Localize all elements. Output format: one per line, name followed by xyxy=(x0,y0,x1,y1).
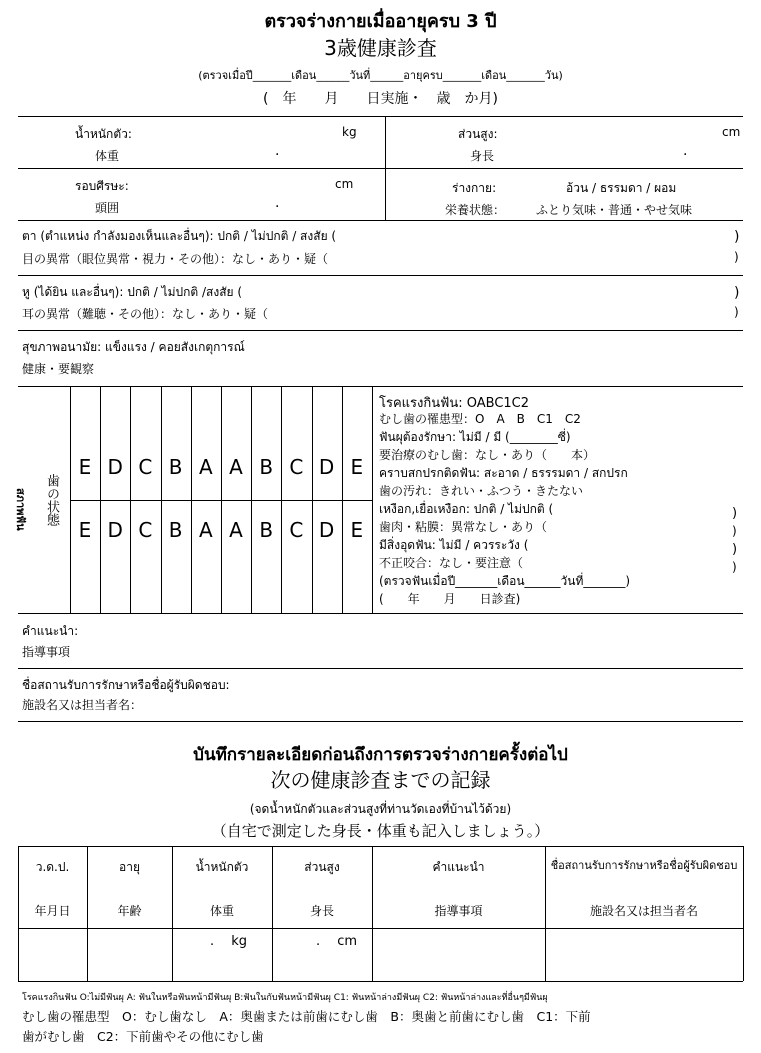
height-unit: cm xyxy=(722,125,741,139)
facility-thai: ชื่อสถานรับการรักษาหรือชื่อผู้รับผิดชอบ: xyxy=(22,678,230,692)
gum-close: ) xyxy=(732,506,738,521)
exam-date-thai: (ตรวจเมื่อปี_______เดือน______วันที่______อายุครบ_______เดือน_______วัน) xyxy=(198,69,563,82)
column-header-jp: 年齢 xyxy=(117,904,142,918)
tooth-note: โรคแรงกินฟัน: OABC1C2 xyxy=(379,396,530,411)
record-title-thai: บันทึกรายละเอียดก่อนถึงการตรวจร่างกายครั้งต่อไป xyxy=(193,745,568,765)
tooth-divider xyxy=(130,386,131,613)
tooth-divider xyxy=(100,386,101,613)
column-header-thai: ว.ด.ป. xyxy=(35,860,70,874)
record-sub-thai: (จดน้ำหนักตัวและส่วนสูงที่ท่านวัดเองที่บ้านไว้ด้วย) xyxy=(249,802,512,816)
filling-close-jp: ) xyxy=(732,560,737,574)
tooth-upper-8[interactable]: C xyxy=(289,455,304,479)
divider xyxy=(18,386,743,387)
divider xyxy=(18,330,743,331)
footnote-japanese-1: むし歯の罹患型 O：むし歯なし A：奥歯または前歯にむし歯 B：奥歯と前歯にむし歯 C1：下前 xyxy=(22,1009,591,1024)
tooth-divider xyxy=(161,386,162,613)
height-label-jp: 身長 xyxy=(470,149,495,163)
column-header-thai: ชื่อสถานรับการรักษาหรือชื่อผู้รับผิดชอบ xyxy=(550,859,738,872)
build-label: ร่างกาย: xyxy=(452,181,497,195)
divider xyxy=(18,220,743,221)
record-weight-unit: . kg xyxy=(210,934,248,949)
tooth-divider xyxy=(281,386,282,613)
tooth-lower-3[interactable]: C xyxy=(138,518,153,542)
tooth-divider xyxy=(251,386,252,613)
table-rule xyxy=(743,846,744,981)
divider xyxy=(18,668,743,669)
weight-dot: . xyxy=(275,143,280,159)
divider xyxy=(18,721,743,722)
tooth-lower-6[interactable]: A xyxy=(229,518,243,542)
build-label-jp: 栄養状態： xyxy=(445,203,506,217)
head-label-jp: 頭囲 xyxy=(95,201,120,215)
height-label: ส่วนสูง: xyxy=(458,127,498,141)
advice-thai: คำแนะนำ: xyxy=(22,624,79,638)
teeth-label-thai: สภาพฟัน xyxy=(14,488,27,531)
tooth-upper-2[interactable]: D xyxy=(107,455,123,479)
tooth-lower-2[interactable]: D xyxy=(107,518,123,542)
footnote-thai: โรคแรงกินฟัน O:ไม่มีฟันผุ A: ฟันในหรือฟันหน้ามีฟันผุ B:ฟันในกับฟันหน้ามีฟันผุ C1: ฟันหน้าล่างมีฟันผุ C2: ฟันหน้าล่างและที่อื่นๆมีฟันผุ xyxy=(22,993,548,1003)
tooth-note: ( 年 月 日診査) xyxy=(379,592,521,606)
gum-close-jp: ) xyxy=(732,524,737,538)
column-header-thai: คำแนะนำ xyxy=(432,860,485,874)
tooth-divider xyxy=(312,386,313,613)
record-title-japanese: 次の健康診査までの記録 xyxy=(270,768,491,792)
divider xyxy=(372,386,373,613)
tooth-upper-1[interactable]: E xyxy=(78,455,92,479)
tooth-lower-9[interactable]: D xyxy=(318,518,335,542)
column-header-jp: 体重 xyxy=(209,904,234,918)
tooth-lower-8[interactable]: C xyxy=(289,518,304,542)
weight-unit: kg xyxy=(342,125,357,139)
tooth-lower-5[interactable]: A xyxy=(198,518,213,542)
divider xyxy=(18,116,743,117)
tooth-upper-9[interactable]: D xyxy=(318,455,335,479)
filling-close: ) xyxy=(732,542,738,557)
tooth-note: 要治療のむし歯：なし・あり（ 本） xyxy=(379,448,596,462)
height-dot: . xyxy=(683,143,688,159)
footnote-japanese-2: 歯がむし歯 C2：下前歯やその他にむし歯 xyxy=(22,1029,264,1044)
divider xyxy=(18,275,743,276)
health-japanese: 健康・要観察 xyxy=(22,362,95,376)
eye-japanese: 目の異常（眼位異常・視力・その他）：なし・あり・疑（ xyxy=(22,252,329,266)
column-header-jp: 身長 xyxy=(309,904,334,918)
health-thai: สุขภาพอนามัย: แข็งแรง / คอยสังเกตุการณ์ xyxy=(22,340,245,354)
tooth-note: 歯の汚れ：きれい・ふつう・きたない xyxy=(379,484,584,498)
ear-japanese: 耳の異常（難聴・その他）：なし・あり・疑（ xyxy=(22,307,269,321)
tooth-upper-7[interactable]: B xyxy=(259,455,274,479)
column-header-thai: อายุ xyxy=(119,860,140,874)
ear-close-jp: ) xyxy=(734,305,739,319)
teeth-label-jp: 歯の状態 xyxy=(44,474,59,526)
tooth-note: (ตรวจฟันเมื่อปี_______เดือน______วันที่_______) xyxy=(379,574,631,588)
record-sub-japanese: （自宅で測定した身長・体重も記入しましょう。） xyxy=(211,822,550,840)
eye-thai: ตา (ตำแหน่ง กำลังมองเห็นและอื่นๆ): ปกติ / ไม่ปกติ / สงสัย ( xyxy=(22,229,337,243)
column-header-jp: 指導事項 xyxy=(434,904,483,918)
table-rule xyxy=(18,981,743,982)
tooth-lower-1[interactable]: E xyxy=(78,518,92,542)
weight-label-jp: 体重 xyxy=(95,149,120,163)
column-header-thai: ส่วนสูง xyxy=(304,860,340,874)
tooth-upper-4[interactable]: B xyxy=(168,455,183,479)
ear-thai: หู (ได้ยิน และอื่นๆ): ปกติ / ไม่ปกติ /สงสัย ( xyxy=(22,285,243,299)
head-label: รอบศีรษะ: xyxy=(75,179,129,193)
tooth-note: 不正咬合：なし・要注意（ xyxy=(379,556,524,570)
title-japanese: 3歳健康診査 xyxy=(324,36,437,60)
title-thai: ตรวจร่างกายเมื่ออายุครบ 3 ปี xyxy=(264,11,497,32)
tooth-upper-6[interactable]: A xyxy=(229,455,243,479)
tooth-note: ฟันผุต้องรักษา: ไม่มี / มี (________ซี่) xyxy=(379,430,571,444)
head-unit: cm xyxy=(335,177,354,191)
tooth-note: むし歯の罹患型：O A B C1 C2 xyxy=(379,412,581,426)
table-rule xyxy=(18,846,743,847)
tooth-divider xyxy=(191,386,192,613)
weight-label: น้ำหนักตัว: xyxy=(75,127,132,141)
tooth-note: มีสิ่งอุดฟัน: ไม่มี / ควรระวัง ( xyxy=(379,538,529,552)
tooth-lower-7[interactable]: B xyxy=(259,518,274,542)
tooth-divider xyxy=(342,386,343,613)
exam-date-japanese: ( 年 月 日実施・ 歳 か月) xyxy=(263,91,498,107)
tooth-note: เหงือก,เยื่อเหงือก: ปกติ / ไม่ปกติ ( xyxy=(379,502,554,516)
ear-close: ) xyxy=(734,285,740,301)
table-rule xyxy=(18,928,743,929)
tooth-note: 歯肉・粘膜：異常なし・あり（ xyxy=(379,520,548,534)
head-dot: . xyxy=(275,195,280,211)
eye-close-jp: ) xyxy=(734,250,739,264)
tooth-lower-4[interactable]: B xyxy=(168,518,183,542)
build-options-jp: ふとり気味・普通・やせ気味 xyxy=(536,203,693,217)
column-header-jp: 施設名又は担当者名 xyxy=(589,904,698,918)
facility-japanese: 施設名又は担当者名： xyxy=(22,698,143,712)
advice-japanese: 指導事項 xyxy=(22,645,71,659)
tooth-upper-10[interactable]: E xyxy=(350,455,364,479)
tooth-note: คราบสกปรกติดฟัน: สะอาด / ธรรรมดา / สกปรก xyxy=(379,466,628,480)
divider xyxy=(18,613,743,614)
divider xyxy=(18,168,743,169)
column-header-jp: 年月日 xyxy=(34,904,71,918)
tooth-upper-3[interactable]: C xyxy=(138,455,153,479)
column-header-thai: น้ำหนักตัว xyxy=(195,860,249,874)
tooth-lower-10[interactable]: E xyxy=(350,518,364,542)
tooth-divider xyxy=(221,386,222,613)
tooth-upper-5[interactable]: A xyxy=(198,455,213,479)
eye-close: ) xyxy=(734,229,740,245)
build-options: อ้วน / ธรรมดา / ผอม xyxy=(566,181,677,195)
record-height-unit: . cm xyxy=(316,934,358,949)
